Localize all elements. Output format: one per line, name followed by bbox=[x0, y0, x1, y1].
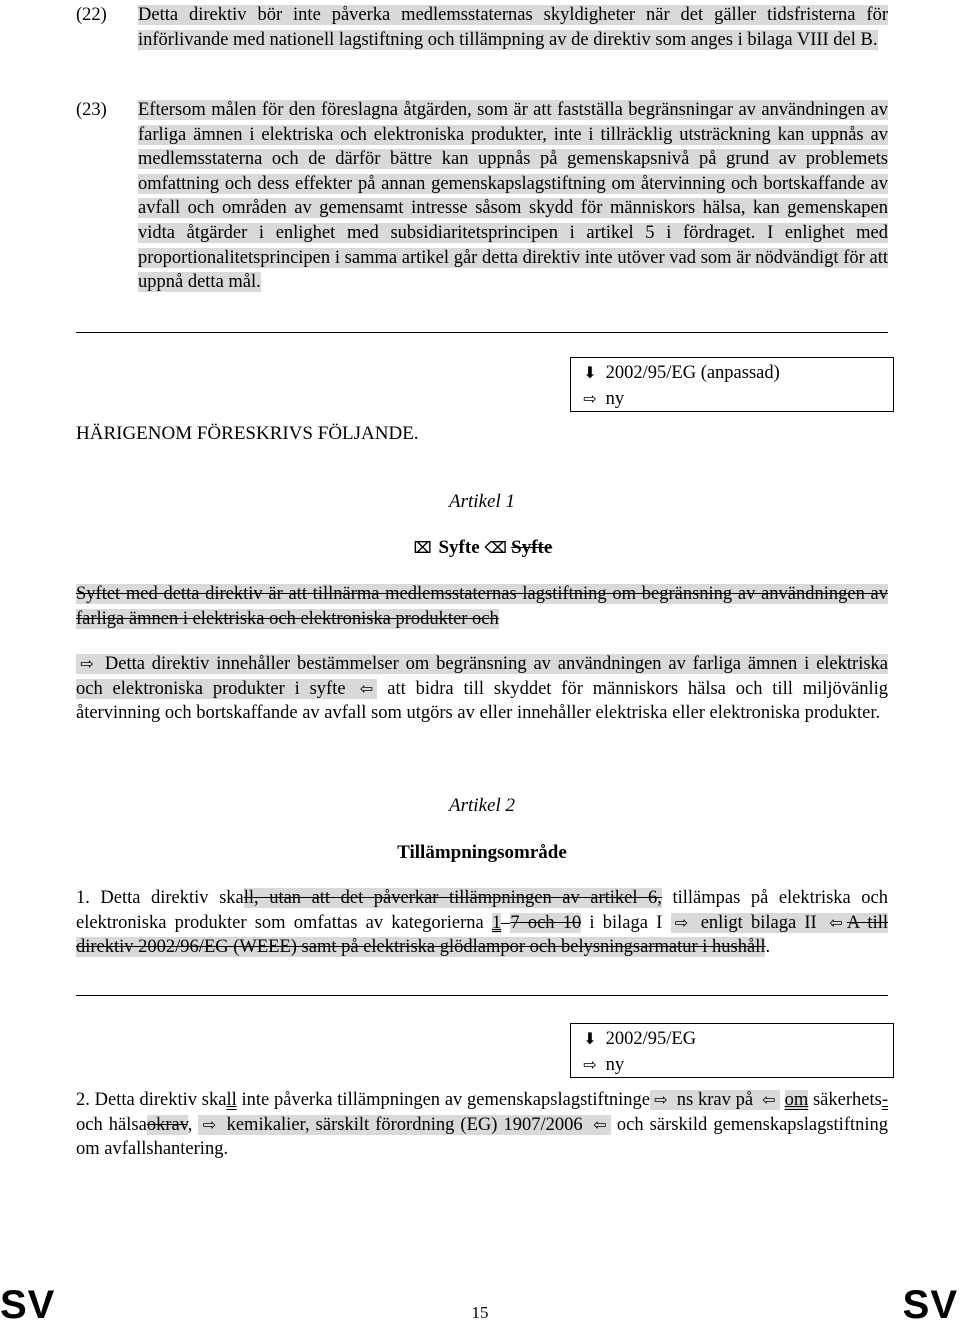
arrow-right-outline-icon: ⇨ bbox=[80, 654, 94, 673]
source-box-1 bbox=[570, 357, 894, 412]
source-reference: 2002/95/EG bbox=[605, 1029, 697, 1049]
separator-line bbox=[76, 332, 888, 333]
new-text: enligt bilaga II bbox=[700, 912, 817, 933]
new-line bbox=[579, 386, 885, 412]
paragraph-number-22: (22) bbox=[76, 5, 107, 25]
text: , bbox=[187, 1114, 199, 1135]
article-2-title: Artikel 2 bbox=[449, 795, 515, 816]
text: i bilaga I bbox=[581, 912, 671, 933]
page-number: 15 bbox=[471, 1303, 489, 1322]
new-text: ns krav på bbox=[676, 1090, 754, 1110]
deleted-text: okrav bbox=[146, 1114, 188, 1135]
text: och särskild gemenskapslagstiftning om avfallshantering. bbox=[76, 1114, 889, 1160]
paragraph-number-23: (23) bbox=[76, 100, 107, 120]
insert-marker-icon: ⌧ bbox=[413, 538, 432, 557]
insert-marker-icon: ⌫ bbox=[484, 538, 507, 557]
text: tillämpas på elektriska och elektroniska produkter som omfattas av kategorierna bbox=[76, 888, 888, 933]
deleted-text: ll bbox=[226, 1090, 237, 1110]
article-1-heading bbox=[76, 537, 888, 559]
article-2-paragraph-2 bbox=[76, 1088, 888, 1162]
deleted-text: 7 och 10 bbox=[510, 912, 582, 933]
arrow-down-icon: ⬇ bbox=[583, 1029, 597, 1048]
deleted-text: ll, utan att det påverkar tillämpningen av artikel 6, bbox=[243, 888, 662, 908]
heading-old-deleted: Syfte bbox=[511, 537, 553, 558]
arrow-left-outline-icon: ⇦ bbox=[829, 912, 843, 932]
text: 1. Detta direktiv ska bbox=[76, 888, 244, 908]
article-1-body bbox=[76, 652, 888, 726]
arrow-right-outline-icon: ⇨ bbox=[202, 1114, 217, 1134]
text: inte påverka tillämpningen av gemenskapslagstiftninge bbox=[236, 1090, 650, 1110]
recital-23-text: Eftersom målen för den föreslagna åtgärden, som är att fastställa begränsningar av användningen av farliga ämnen i elektriska och elektroniska produkter, inte i tillräcklig utsträckning kan uppnås av medlemsstaterna och de därför bättre kan uppnås på gemenskapsnivå på grund av problemets omfattning och dess effekter på annan gemenskapslagstiftning om återvinning och bortskaffande av avfall och områden av gemensamt intresse såsom skydd för människors hälsa, kan gemenskapen vidta åtgärder i enlighet med subsidiaritetsprincipen i artikel 5 i fördraget. I enlighet med proportionalitetsprincipen i samma artikel går detta direktiv inte utöver vad som är nödvändigt för att uppnå detta mål. bbox=[138, 100, 888, 293]
text: säkerhets bbox=[808, 1090, 882, 1110]
deleted-number: 1 bbox=[491, 912, 502, 933]
deleted-text: - bbox=[881, 1090, 888, 1110]
source-reference: 2002/95/EG (anpassad) bbox=[605, 363, 780, 383]
source-line bbox=[579, 360, 885, 386]
recital-23 bbox=[138, 98, 888, 295]
arrow-down-icon: ⬇ bbox=[583, 363, 597, 382]
new-label: ny bbox=[605, 389, 625, 409]
arrow-right-outline-icon: ⇨ bbox=[583, 1055, 597, 1074]
article-2-heading: Tillämpningsområde bbox=[397, 842, 567, 863]
deleted-text: om bbox=[784, 1090, 809, 1110]
arrow-right-outline-icon: ⇨ bbox=[583, 389, 597, 408]
new-text: Detta direktiv innehåller bestämmelser om begränsning av användningen av farliga ämnen i elektriska och elektroniska produkter i syfte bbox=[76, 654, 888, 699]
article-2-paragraph-1 bbox=[76, 886, 888, 960]
new-line bbox=[579, 1052, 885, 1078]
separator-line bbox=[76, 995, 888, 996]
deleted-text: Syftet med detta direktiv är att tillnärma medlemsstaternas lagstiftning om begränsning av användningen av farliga ämnen i elektriska och elektroniska produkter och bbox=[76, 584, 888, 629]
body-text: att bidra till skyddet för människors hälsa och till miljövänlig återvinning och bortskaffande av avfall som utgörs av eller innehåller elektriska eller elektroniska produkter. bbox=[76, 678, 889, 724]
arrow-right-outline-icon: ⇨ bbox=[654, 1090, 668, 1109]
text: och hälsa bbox=[76, 1114, 147, 1135]
arrow-left-outline-icon: ⇦ bbox=[593, 1114, 607, 1134]
heading-new: Syfte bbox=[438, 537, 480, 558]
source-line bbox=[579, 1026, 885, 1052]
footer-language-right: SV bbox=[902, 1283, 958, 1327]
article-1-title: Artikel 1 bbox=[449, 491, 515, 512]
text: 2. Detta direktiv ska bbox=[76, 1090, 227, 1110]
deleted-paragraph bbox=[76, 582, 888, 631]
arrow-left-outline-icon: ⇦ bbox=[359, 678, 374, 698]
text: . bbox=[765, 937, 771, 958]
arrow-right-outline-icon: ⇨ bbox=[674, 912, 689, 932]
recital-22 bbox=[138, 3, 888, 52]
text: – bbox=[501, 912, 511, 933]
source-box-2 bbox=[570, 1023, 894, 1078]
enacting-formula: HÄRIGENOM FÖRESKRIVS FÖLJANDE. bbox=[76, 423, 419, 444]
new-text: kemikalier, särskilt förordning (EG) 1907/2006 bbox=[226, 1114, 583, 1135]
arrow-left-outline-icon: ⇦ bbox=[762, 1090, 776, 1109]
new-label: ny bbox=[605, 1055, 625, 1075]
deleted-text: A till direktiv 2002/96/EG (WEEE) samt på elektriska glödlampor och belysningsarmatur i hushåll bbox=[76, 912, 888, 958]
footer-language-left: SV bbox=[0, 1283, 56, 1327]
recital-22-text: Detta direktiv bör inte påverka medlemsstaternas skyldigheter när det gäller tidsfristerna för införlivande med nationell lagstiftning och tillämpning av de direktiv som anges i bilaga VIII del B. bbox=[138, 5, 888, 50]
